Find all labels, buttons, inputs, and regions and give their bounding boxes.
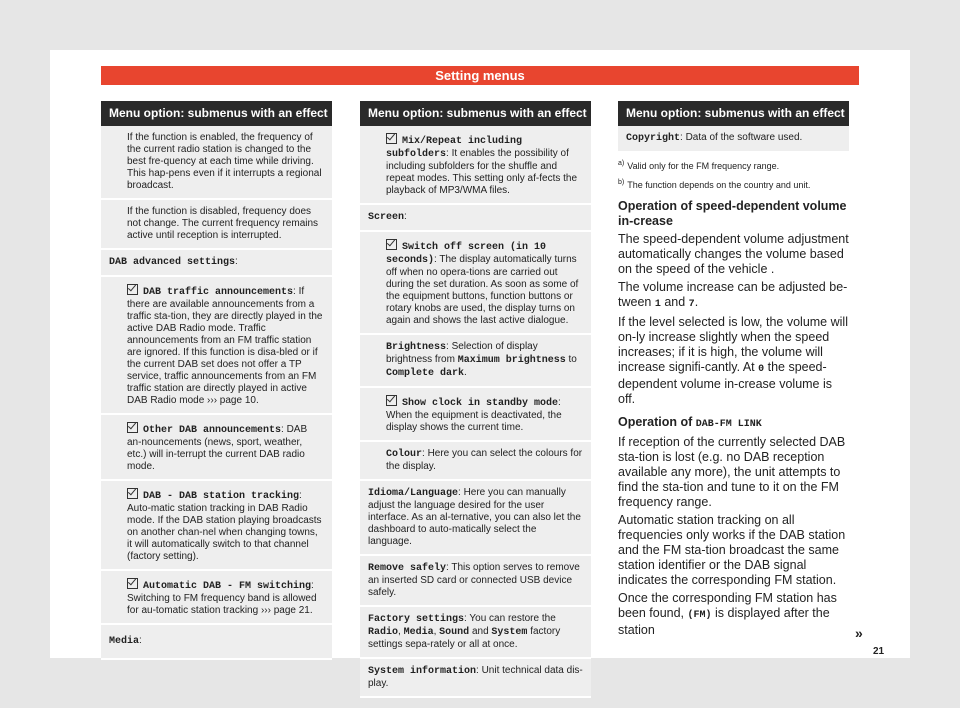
table-row: DAB advanced settings:	[101, 250, 332, 277]
paragraph: If reception of the currently selected DAB sta-tion is lost (e.g. no DAB reception available any more), the unit attempts to find the sta-tion and tune to it on the FM frequency range.	[618, 435, 846, 509]
checkbox-icon	[386, 395, 397, 406]
table-row: Colour: Here you can select the colours for the display.	[360, 442, 591, 481]
table-header: Menu option: submenus with an effect	[101, 101, 332, 126]
checkbox-icon	[127, 488, 138, 499]
table-row: Screen:	[360, 205, 591, 232]
table-row: Idioma/Language: Here you can manually adjust the language desired for the user interface. As an al-ternative, you can also let the dashboard to auto-matically select the language.	[360, 481, 591, 556]
column-1	[101, 101, 332, 660]
table-header: Menu option: submenus with an effect	[618, 101, 849, 126]
continue-arrow-icon: »	[855, 625, 863, 641]
table-row: Automatic DAB - FM switching: Switching to FM frequency band is allowed for au-tomatic station tracking ››› page 21.	[101, 571, 332, 625]
table-row: Brightness: Selection of display brightness from Maximum brightness to Complete dark.	[360, 335, 591, 388]
checkbox-icon	[127, 284, 138, 295]
table-row: Other DAB announcements: DAB an-nouncements (news, sport, weather, etc.) will in-terrupt the current DAB radio mode.	[101, 415, 332, 481]
checkbox-icon	[127, 578, 138, 589]
table-row: Mix/Repeat including subfolders: It enables the possibility of including subfolders for the shuffle and repeat modes. This setting only af-fects the playback of MP3/WMA files.	[360, 126, 591, 205]
checkbox-icon	[127, 422, 138, 433]
footnote-a: $^{a)}$ Valid only for the FM frequency range.	[618, 160, 780, 171]
table-row: DAB traffic announcements: If there are available announcements from a traffic sta-tion, they are directly played in the active DAB Radio mode. Traffic announcements from an FM traffic station are ignored. If this function is disa-bled or if the current DAB set does not offer a TP service, traffic announcements from an FM traffic station are directly played in active DAB Radio mode ››› page 10.	[101, 277, 332, 415]
footnote-b: $^{b)}$ The function depends on the country and unit.	[618, 179, 811, 190]
section-banner: Setting menus	[101, 66, 859, 85]
paragraph: The volume increase can be adjusted be-tween 1 and 7.	[618, 280, 848, 310]
paragraph: Automatic station tracking on all frequencies only works if the DAB station and the FM sta-tion broadcast the same station identifier or the DAB signal indicates the corresponding FM station.	[618, 513, 846, 587]
checkbox-icon	[386, 239, 397, 250]
checkbox-icon	[386, 133, 397, 144]
table-row: Media:	[101, 625, 332, 660]
paragraph: Once the corresponding FM station has been found, (FM) is displayed after the station	[618, 591, 837, 637]
table-row: Remove safely: This option serves to remove an inserted SD card or connected USB device safely.	[360, 556, 591, 607]
heading-dab-fm-link: Operation of DAB-FM LINK	[618, 415, 762, 430]
paragraph: If the level selected is low, the volume will on-ly increase slightly when the speed increases; if it is high, the volume will increase signifi-cantly. At 0 the speed-dependent volume in-crease volume is off.	[618, 315, 848, 406]
table-row: Copyright: Data of the software used.	[618, 126, 849, 153]
table-row: If the function is enabled, the frequency of the current radio station is changed to the best fre-quency at each time while driving. This hap-pens even if it interrupts a regional broadcast.	[101, 126, 332, 200]
table-header: Menu option: submenus with an effect	[360, 101, 591, 126]
dab-advanced-settings-label: DAB advanced settings	[109, 257, 236, 268]
heading-speed-volume: Operation of speed-dependent volume in-crease	[618, 199, 847, 228]
column-3	[618, 101, 849, 638]
table-row: Show clock in standby mode: When the equipment is deactivated, the display shows the current time.	[360, 388, 591, 442]
media-label: Media	[109, 636, 140, 647]
page-number: 21	[873, 646, 885, 657]
table-row: DAB - DAB station tracking: Auto-matic station tracking in DAB Radio mode. If the DAB station playing broadcasts on another chan-nel when changing towns, it will automatically switch to that channel (factory setting).	[101, 481, 332, 571]
table-row: System information: Unit technical data dis-play.	[360, 659, 591, 698]
paragraph: The speed-dependent volume adjustment automatically changes the volume based on the speed of the vehicle .	[618, 232, 849, 276]
table-row: Factory settings: You can restore the Radio, Media, Sound and System factory settings sepa-rately or all at once.	[360, 607, 591, 659]
column-2	[360, 101, 591, 698]
table-row: Switch off screen (in 10 seconds): The display automatically turns off when no opera-tions are carried out during the set duration. As soon as some of the equipment buttons, function buttons or rotary knobs are used, the display turns on again and shows the last active dialogue.	[360, 232, 591, 335]
table-row: If the function is disabled, frequency does not change. The current frequency remains active until reception is interrupted.	[101, 200, 332, 250]
